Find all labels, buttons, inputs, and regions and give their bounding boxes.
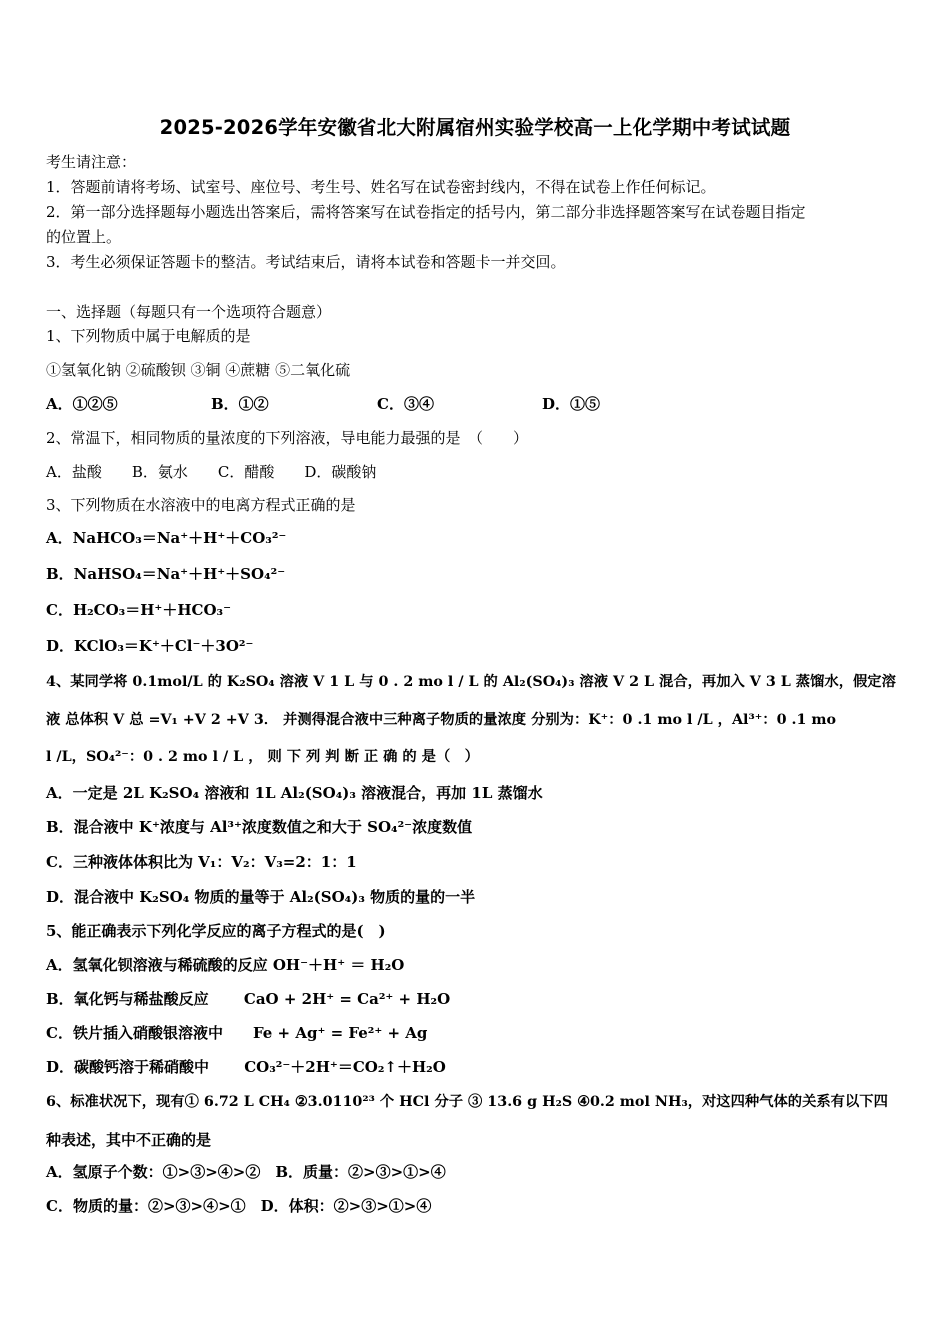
q6-stem-line1: 6、标准状况下，现有① 6.72 L CH₄ ②3.0110²³ 个 HCl 分子 ③ 13.6 g H₂S ④0.2 mol NH₃，对这四种气体的关系有以下四 (46, 1094, 888, 1110)
q4-option-d[interactable]: D．混合液中 K₂SO₄ 物质的量等于 Al₂(SO₄)₃ 物质的量的一半 (46, 888, 476, 906)
q4-option-a[interactable]: A．一定是 2L K₂SO₄ 溶液和 1L Al₂(SO₄)₃ 溶液混合，再加 1L 蒸馏水 (46, 784, 543, 802)
q1-option-c[interactable]: C．③④ (377, 395, 434, 413)
q3-option-d[interactable]: D．KClO₃＝K⁺＋Cl⁻＋3O²⁻ (46, 637, 254, 655)
page-title: 2025-2026学年安徽省北大附属宿州实验学校高一上化学期中考试试题 (159, 116, 791, 139)
q5-option-a[interactable]: A．氢氧化钡溶液与稀硫酸的反应 OH⁻＋H⁺ ＝ H₂O (46, 956, 405, 974)
notice-item-3: 3．考生必须保证答题卡的整洁。考试结束后，请将本试卷和答题卡一并交回。 (46, 253, 566, 271)
notice-heading: 考生请注意： (46, 153, 137, 171)
q1-list: ①氢氧化钠 ②硫酸钡 ③铜 ④蔗糖 ⑤二氧化硫 (46, 361, 351, 379)
q4-option-c[interactable]: C．三种液体体积比为 V₁：V₂：V₃=2：1：1 (46, 853, 357, 871)
q1-option-a[interactable]: A．①②⑤ (46, 395, 118, 413)
q5-option-d[interactable]: D．碳酸钙溶于稀硝酸中 CO₃²⁻＋2H⁺＝CO₂↑＋H₂O (46, 1058, 446, 1076)
q6-stem-line2: 种表述，其中不正确的是 (46, 1131, 212, 1149)
q3-option-b[interactable]: B．NaHSO₄＝Na⁺＋H⁺＋SO₄²⁻ (46, 565, 286, 583)
q6-options-ab[interactable]: A．氢原子个数：①>③>④>② B．质量：②>③>①>④ (46, 1163, 446, 1181)
q3-option-c[interactable]: C．H₂CO₃＝H⁺＋HCO₃⁻ (46, 601, 232, 619)
q4-stem-line2: 液 总体积 V 总 =V₁ +V 2 +V 3． 并测得混合液中三种离子物质的量浓度 分别为：K⁺：0 .1 mo l /L ，Al³⁺：0 .1 mo (46, 712, 837, 728)
q5-option-b[interactable]: B．氧化钙与稀盐酸反应 CaO + 2H⁺ = Ca²⁺ + H₂O (46, 990, 451, 1008)
q2-options[interactable]: A．盐酸 B．氨水 C．醋酸 D．碳酸钠 (46, 463, 377, 481)
q6-options-cd[interactable]: C．物质的量：②>③>④>① D．体积：②>③>①>④ (46, 1197, 432, 1215)
notice-item-1: 1．答题前请将考场、试室号、座位号、考生号、姓名写在试卷密封线内，不得在试卷上作任何标记。 (46, 178, 716, 196)
notice-item-2-cont: 的位置上。 (46, 228, 122, 246)
q4-option-b[interactable]: B．混合液中 K⁺浓度与 Al³⁺浓度数值之和大于 SO₄²⁻浓度数值 (46, 818, 473, 836)
q1-option-b[interactable]: B．①② (211, 395, 269, 413)
q3-option-a[interactable]: A．NaHCO₃＝Na⁺＋H⁺＋CO₃²⁻ (46, 529, 287, 547)
notice-item-2: 2．第一部分选择题每小题选出答案后，需将答案写在试卷指定的括号内，第二部分非选择题答案写在试卷题目指定 (46, 203, 806, 221)
q1-stem: 1、下列物质中属于电解质的是 (46, 327, 251, 345)
q4-stem-line3: l /L，SO₄²⁻：0 . 2 mo l / L ， 则 下 列 判 断 正 确 的 是（ ） (46, 749, 479, 765)
q4-stem-line1: 4、某同学将 0.1mol/L 的 K₂SO₄ 溶液 V 1 L 与 0 . 2 mo l / L 的 Al₂(SO₄)₃ 溶液 V 2 L 混合，再加入 V 3 L 蒸馏水，假定溶 (46, 674, 896, 690)
q5-stem: 5、能正确表示下列化学反应的离子方程式的是( ) (46, 922, 386, 940)
q1-option-d[interactable]: D．①⑤ (542, 395, 601, 413)
section-heading: 一、选择题（每题只有一个选项符合题意） (46, 303, 332, 321)
q5-option-c[interactable]: C．铁片插入硝酸银溶液中 Fe + Ag⁺ = Fe²⁺ + Ag (46, 1024, 428, 1042)
q2-stem: 2、常温下，相同物质的量浓度的下列溶液，导电能力最强的是 （ ） (46, 429, 529, 447)
q3-stem: 3、下列物质在水溶液中的电离方程式正确的是 (46, 496, 356, 514)
